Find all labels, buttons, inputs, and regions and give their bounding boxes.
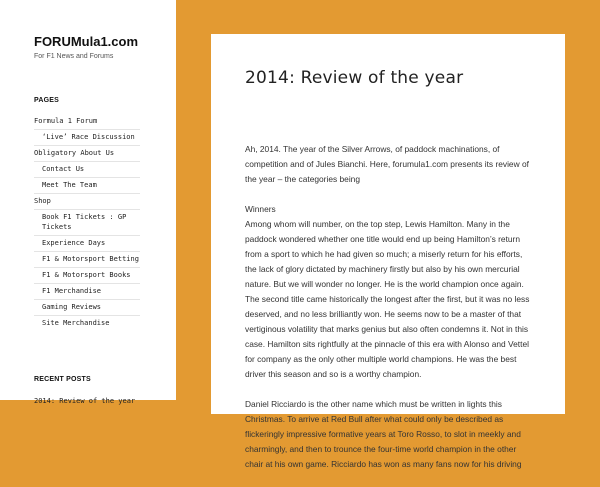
page-link-obligatory-about-us[interactable]: Obligatory About Us xyxy=(34,145,140,161)
page-link-experience-days[interactable]: Experience Days xyxy=(34,235,140,251)
recent-posts-widget-title: RECENT POSTS xyxy=(34,376,91,383)
recent-post-link[interactable]: 2014: Review of the year xyxy=(34,397,136,405)
recent-posts-list xyxy=(34,396,140,406)
page-link-gaming-reviews[interactable]: Gaming Reviews xyxy=(34,299,140,315)
site-title-link[interactable]: FORUMula1.com xyxy=(34,34,139,49)
winners-heading: Winners xyxy=(245,204,276,214)
page-link-shop[interactable]: Shop xyxy=(34,193,140,209)
article xyxy=(211,34,565,469)
page-link-f1-merchandise[interactable]: F1 Merchandise xyxy=(34,283,140,299)
pages-list xyxy=(34,114,140,331)
page-link-site-merchandise[interactable]: Site Merchandise xyxy=(34,315,140,331)
site-description: For F1 News and Forums xyxy=(34,53,114,60)
page-link-contact-us[interactable]: Contact Us xyxy=(34,161,140,177)
article-title[interactable]: 2014: Review of the year xyxy=(245,68,464,88)
ricciardo-paragraph: Daniel Ricciardo is the other name which must be written in lights this Christmas. To arrive at Red Bull after what could only be described as flickeringly impressive formative years at Toro Rosso, to slot in meekly and charmingly, and then to trounce the four-time world champion in the other chair at his own game. Ricciardo has won as many fans now for his driving xyxy=(245,399,522,469)
page-link-book-f1-tickets[interactable]: Book F1 Tickets : GP Tickets xyxy=(34,209,140,235)
page-link-live-race-discussion[interactable]: ‘Live’ Race Discussion xyxy=(34,129,140,145)
article-intro: Ah, 2014. The year of the Silver Arrows, of paddock machinations, of competition and of Jules Bianchi. Here, forumula1.com presents its review of the year – the categories being xyxy=(245,144,529,184)
sidebar xyxy=(0,0,176,405)
page-link-meet-the-team[interactable]: Meet The Team xyxy=(34,177,140,193)
article-content xyxy=(245,142,535,487)
winners-paragraph: Among whom will number, on the top step, Lewis Hamilton. Many in the paddock wondered whether one title would end up being Hamilton’s return from a sport to which he had given so much; a miserly return for his efforts, the lack of glory dictated by machinery firstly but also by his own mercurial nature. But we will wonder no longer. He is the world champion once again. The second title came historically the longest after the first, but it was no less deserved, and no less brilliantly won. He seems now to be a master of that vertiginous volatility that marks genius but also often condemns it. Not in this case. Hamilton sits rightfully at the pinnacle of this era with Alonso and Vettel for company as the only other multiple world champions. He was the best driver this season and so is a worthy champion. xyxy=(245,219,530,379)
page-link-f1-motorsport-betting[interactable]: F1 & Motorsport Betting xyxy=(34,251,140,267)
page-link-f1-motorsport-books[interactable]: F1 & Motorsport Books xyxy=(34,267,140,283)
pages-widget-title: PAGES xyxy=(34,97,59,104)
page-link-formula-1-forum[interactable]: Formula 1 Forum xyxy=(34,117,98,125)
